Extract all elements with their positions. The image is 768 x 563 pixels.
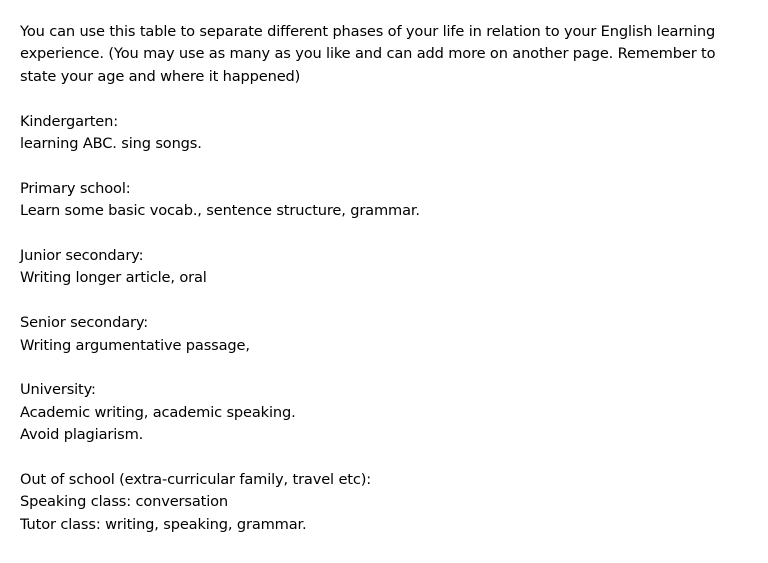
- intro-paragraph: [20, 21, 760, 88]
- section-heading: Kindergarten:: [20, 112, 118, 130]
- section-heading: University:: [20, 381, 96, 399]
- section-line: Tutor class: writing, speaking, grammar.: [20, 515, 307, 533]
- section-kindergarten: [20, 111, 760, 156]
- section-line: Writing longer article, oral: [20, 269, 207, 287]
- section-out-of-school: [20, 469, 760, 536]
- section-line: Avoid plagiarism.: [20, 426, 144, 444]
- intro-line: experience. (You may use as many as you like and can add more on another page. Remember to: [20, 45, 716, 63]
- section-senior-secondary: [20, 312, 760, 357]
- section-primary-school: [20, 178, 760, 223]
- section-heading: Primary school:: [20, 179, 131, 197]
- document-body: [20, 21, 760, 536]
- section-junior-secondary: [20, 245, 760, 290]
- section-heading: Senior secondary:: [20, 314, 149, 332]
- section-line: learning ABC. sing songs.: [20, 135, 202, 153]
- section-line: Speaking class: conversation: [20, 493, 229, 511]
- section-line: Writing argumentative passage,: [20, 336, 250, 354]
- section-heading: Out of school (extra-curricular family, travel etc):: [20, 471, 372, 489]
- section-line: Learn some basic vocab., sentence structure, grammar.: [20, 202, 420, 220]
- section-university: [20, 379, 760, 446]
- intro-line: state your age and where it happened): [20, 67, 301, 85]
- intro-line: You can use this table to separate different phases of your life in relation to your English learning: [20, 23, 716, 40]
- section-heading: Junior secondary:: [20, 247, 144, 265]
- section-line: Academic writing, academic speaking.: [20, 403, 296, 421]
